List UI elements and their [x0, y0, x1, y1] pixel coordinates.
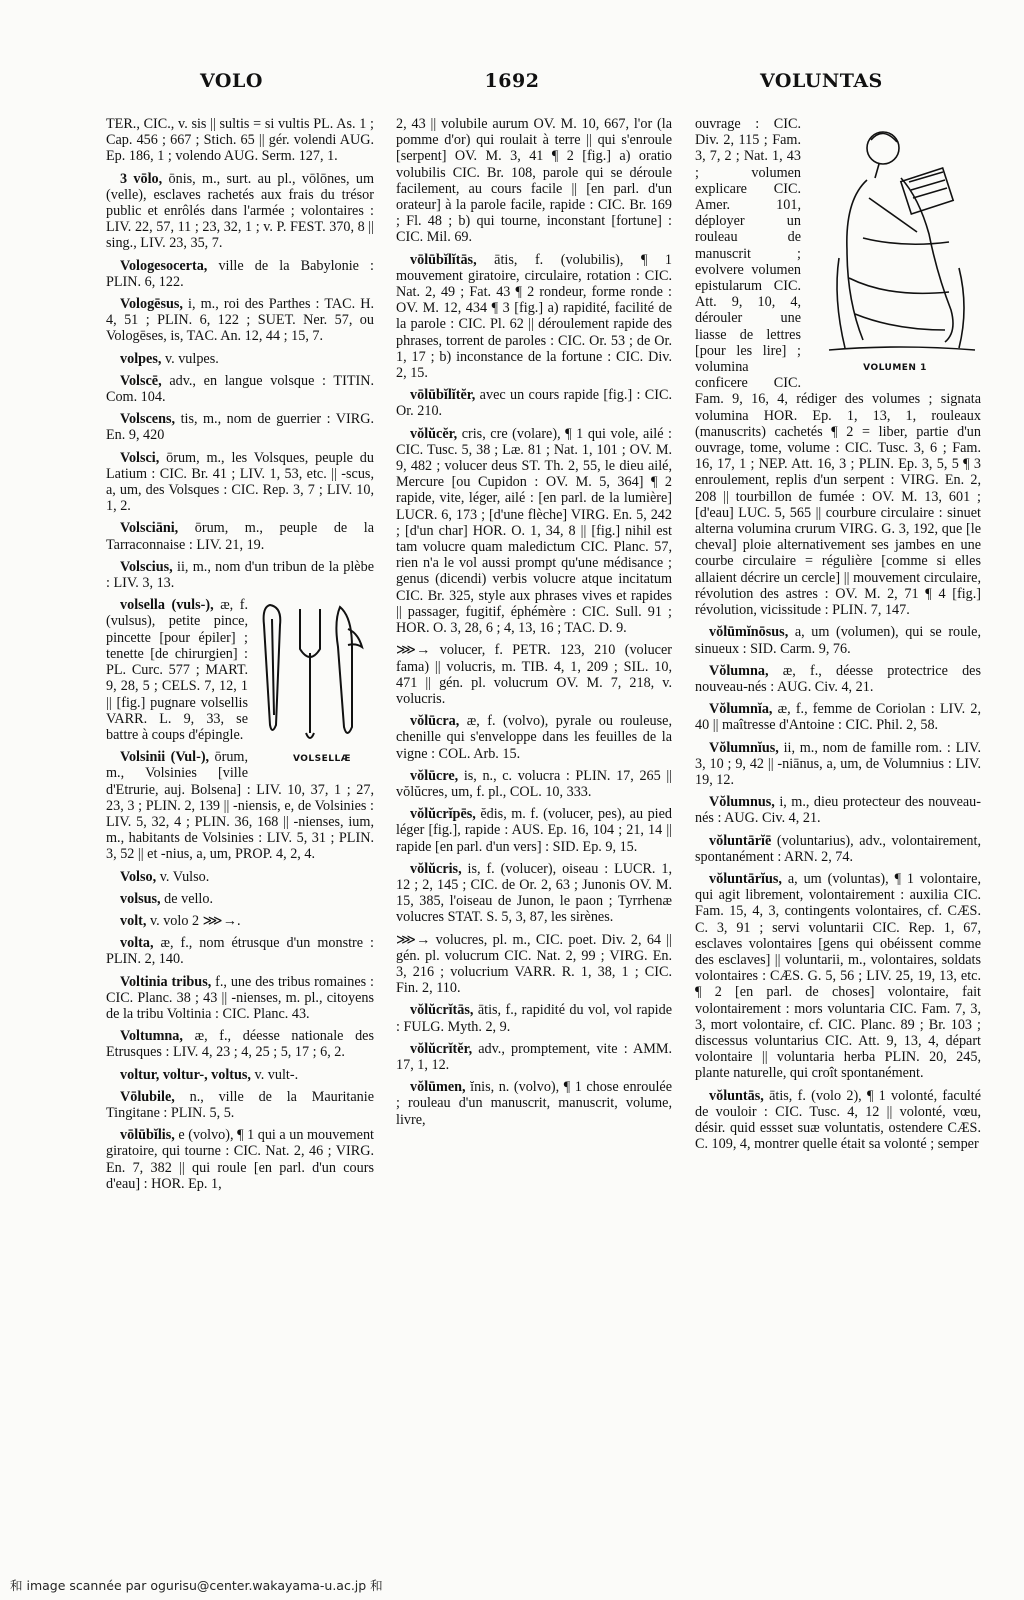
dictionary-entry: [106, 373, 374, 405]
dictionary-entry: [396, 1002, 672, 1034]
headword: vŏlūcra,: [410, 713, 460, 730]
definition-text: adv., en langue volsque : TITIN. Com. 104.: [106, 372, 374, 406]
definition-text: ōrum, m., Volsinies [ville d'Etrurie, auj. Bolsena] : LIV. 10, 37, 1 ; 27, 23, 3 ; PLIN. 2, 139 || -niensis, e, de Volsinies : LIV. 5, 32, 4 ; PLIN. 36, 168 || -nienses, ium, m., habitants de Volsinies : LIV. 5, 31 ; PLIN. 3, 52 || et -nius, a, um, PROP. 4, 2, 4.: [106, 749, 374, 863]
headword: vŏlūmen,: [410, 1079, 466, 1096]
dictionary-entry: [695, 794, 981, 826]
headword: Vŏlumnĭa,: [709, 701, 773, 718]
definition-text: æ, f. (vulsus), petite pince, pincette [pour épiler] ; tenette [de chirurgien] : PL. Curc. 577 ; MART. 9, 28, 5 ; CELS. 7, 12, 1 || [fig.] pugnare volsellis VARR. L. 9, 33, se battre à coups d'épingle.: [106, 597, 249, 743]
headword: vŏlŭcrĭtās,: [410, 1002, 474, 1019]
definition-text: TER., CIC., v. sis || sultis = si vultis PL. As. 1 ; Cap. 456 ; 667 ; Stich. 65 || gér. volendi AUG. Ep. 186, 1 ; volendo AUG. Serm. 127, 1.: [106, 116, 374, 165]
headword: Vōlubile,: [120, 1088, 175, 1105]
column-1: [106, 116, 374, 1554]
dictionary-entry: [396, 1079, 672, 1128]
definition-text: e (volvo), ¶ 1 qui a un mouvement giratoire, qui tourne : CIC. Nat. 2, 46 ; VIRG. En. 7, 382 || qui roule [en parl. d'un cours d'eau] : HOR. Ep. 1,: [106, 1127, 374, 1192]
headword: vŏlūmĭnōsus,: [709, 624, 789, 641]
definition-text: de vello.: [164, 890, 214, 907]
reading-scroll-illustration: [809, 118, 981, 358]
dictionary-entry: [106, 258, 374, 290]
headword: 3 vōlo,: [120, 170, 163, 187]
dictionary-entry: [106, 1127, 374, 1192]
dictionary-entry: [695, 871, 981, 1082]
headword: Vŏlumna,: [709, 662, 769, 679]
column-3: [695, 116, 981, 1554]
definition-text: avec un cours rapide [fig.] : CIC. Or. 210.: [396, 387, 672, 420]
definition-text: tis, m., nom de guerrier : VIRG. En. 9, 420: [106, 411, 374, 444]
dictionary-entry: [106, 411, 374, 443]
definition-text: v. vulpes.: [164, 350, 219, 367]
dictionary-entry: [695, 663, 981, 695]
definition-text: i, m., roi des Parthes : TAC. H. 4, 51 ; PLIN. 6, 122 ; SUET. Ner. 57, ou Vologēses, is, TAC. An. 12, 44 ; 15, 7.: [106, 296, 374, 345]
definition-text: ii, m., nom de famille rom. : LIV. 3, 10 ; 9, 42 || -niānus, a, um, de Volumnius : LIV. 19, 12.: [695, 739, 981, 788]
definition-text: ⋙→ volucer, f. PETR. 123, 210 (volucer fama) || volucris, m. TIB. 4, 1, 209 ; SIL. 10, 471 || gén. pl. volucrum OV. M. 7, 218, v. volucris.: [396, 642, 672, 707]
headword: vŏlŭcĕr,: [410, 425, 458, 442]
definition-text: f., une des tribus romaines : CIC. Planc. 38 ; 43 || -nienses, m. pl., citoyens de la tribu Voltinia : CIC. Planc. 43.: [106, 973, 374, 1022]
dictionary-entry: [106, 1067, 374, 1083]
dictionary-entry: [396, 387, 672, 419]
column-2: [396, 116, 672, 1554]
headword: voltur, voltur-, voltus,: [120, 1066, 251, 1083]
dictionary-entry: [695, 701, 981, 733]
definition-text: v. Vulso.: [159, 868, 210, 885]
headword: vōlūbĭlis,: [120, 1127, 175, 1144]
definition-text: æ, f., nom étrusque d'un monstre : PLIN. 2, 140.: [106, 935, 374, 968]
headword: Volscē,: [120, 372, 162, 389]
dictionary-entry: [106, 869, 374, 885]
definition-text: ⋙→ volucres, pl. m., CIC. poet. Div. 2, 64 || gén. pl. volucrum CIC. Nat. 2, 99 ; VIRG. En. 3, 216 ; volucrium VARR. R. 1, 38, 1 ; CIC. Fin. 2, 110.: [396, 931, 672, 997]
scan-credit: 和 image scannée par ogurisu@center.wakayama-u.ac.jp 和: [10, 1578, 383, 1593]
headword: Volsinii (Vul-),: [120, 749, 210, 766]
definition-text: v. vult-.: [254, 1066, 299, 1083]
headword: Voltumna,: [120, 1028, 183, 1045]
definition-text: (voluntarius), adv., volontairement, spontanément : ARN. 2, 74.: [695, 832, 981, 865]
definition-text: ātis, f. (volo 2), ¶ 1 volonté, faculté de vouloir : CIC. Tusc. 4, 12 || volonté, vœu, désir. quid essset suæ voluntatis, ostendere CÆS. C. 109, 4, montrer quelle était sa volonté ; semper: [695, 1087, 981, 1153]
definition-text: ātis, f. (volubilis), ¶ 1 mouvement giratoire, circulaire, rotation : CIC. Nat. 2, 49 ; Fat. 43 ¶ 2 rondeur, forme ronde : OV. M. 12, 434 ¶ 3 [fig.] a) rapidité, facilité de la parole : CIC. Pl. 62 || déroulement rapide des phrases, torrent de paroles : CIC. Or. 53 ; de Or. 1, 17 ; b) inconstance de la fortune : CIC. Div. 2, 15.: [396, 251, 672, 382]
headword: vŏlŭcrĭpēs,: [410, 806, 476, 823]
running-head-left: VOLO: [200, 70, 263, 92]
definition-text: ĕdis, m. f. (volucer, pes), au pied léger [fig.], rapide : AUS. Ep. 16, 104 ; 21, 14 || rapide [en parl. d'un vers] : SID. Ep. 9, 15.: [396, 806, 672, 855]
headword: Vŏlumnus,: [709, 794, 775, 811]
headword: Volso,: [120, 868, 157, 885]
definition-text: ville de la Babylonie : PLIN. 6, 122.: [106, 257, 374, 290]
headword: volsus,: [120, 890, 161, 907]
page-number: 1692: [484, 70, 540, 92]
definition-text: ātis, f., rapidité du vol, vol rapide : FULG. Myth. 2, 9.: [396, 1002, 672, 1035]
headword: vŏluntārĭus,: [709, 870, 782, 887]
definition-text: ōrum, m., peuple de la Tarraconnaise : LIV. 21, 19.: [106, 520, 374, 553]
definition-text: a, um (voluntas), ¶ 1 volontaire, qui agit librement, volontairement : auxilia CIC. Fam. 15, 4, 3, contingents volontaires, cf. CÆS. C. 3, 91 ; servi voluntarii CIC. Rep. 1, 67, esclaves volontaires [gens qui obéissent comme des esclaves] || voluntarii, m., volontaires, soldats volontaires : CÆS. G. 5, 56 ; LIV. 25, 19, 13, etc. ¶ 2 [en parl. de choses] volontaire, fait volontairement : mors voluntaria CIC. Fam. 7, 3, 3, mort volontaire, cf. CIC. Planc. 89 ; Br. 103 ; discessus voluntarius CIC. Att. 9, 13, 4, départ volontaire || voluntaria herba PLIN. 20, 245, plante naturelle, qui croît spontanément.: [695, 870, 981, 1082]
volumen-figure: [809, 118, 981, 376]
dictionary-entry: [106, 559, 374, 591]
headword: Vŏlumnĭus,: [709, 739, 779, 756]
dictionary-entry: [106, 935, 374, 967]
tweezers-illustration: [256, 599, 374, 749]
headword: vŏluntās,: [709, 1087, 764, 1104]
dictionary-entry: [106, 520, 374, 552]
dictionary-entry: [106, 891, 374, 907]
volsella-caption: VOLSELLÆ: [292, 754, 352, 765]
dictionary-entry: [106, 913, 374, 929]
definition-text: adv., promptement, vite : AMM. 17, 1, 12.: [396, 1040, 672, 1073]
definition-text: is, n., c. volucra : PLIN. 17, 265 || vŏlŭcres, um, f. pl., COL. 10, 333.: [396, 767, 672, 800]
definition-text: ouvrage : CIC. Div. 2, 115 ; Fam. 3, 7, 2 ; Nat. 1, 43 ; volumen explicare CIC. Amer. 101, déployer un rouleau de manuscrit ; evolvere volumen epistularum CIC. Att. 9, 10, 4, dérouler une liasse de lettres [pour les lire] ; volumina conficere CIC. Fam. 9, 16, 4, rédiger des volumes ; signata volumina HOR. Ep. 1, 13, 1, rouleaux (manuscrits) cachetés ¶ 2 = liber, partie d'un ouvrage, tome, volume : CIC. Tusc. 3, 6 ; Fam. 16, 17, 1 ; NEP. Att. 16, 3 ; PLIN. Ep. 3, 5, 5 ¶ 3 enroulement, replis d'un serpent : VIRG. En. 2, 208 || tourbillon de fumée : OV. M. 13, 601 ; [d'eau] LUC. 5, 565 || courbure circulaire : sinuet alterna volumina crurum VIRG. G. 3, 192, que [le cheval] ploie alternativement ses jambes en une courbe circulaire = régulière [comme si elles allaient décrire un cercle] || mouvement circulaire, révolution des astres : OV. M. 2, 71 ¶ 4 [fig.] révolution, vicissitude : PLIN. 7, 147.: [695, 116, 981, 619]
dictionary-entry: [396, 713, 672, 762]
definition-text: ōnis, m., surt. au pl., vōlōnes, um (velle), esclaves rachetés aux frais du trésor public et enrôlés dans l'armée ; volontaires : LIV. 22, 57, 11 ; 23, 32, 1 ; v. P. FEST. 370, 8 || sing., LIV. 23, 35, 7.: [106, 170, 374, 252]
definition-text: æ, f. (volvo), pyrale ou rouleuse, chenille qui s'enveloppe dans les feuilles de la vigne : COL. Arb. 15.: [396, 713, 672, 762]
dictionary-entry: [695, 624, 981, 656]
definition-text: ĭnis, n. (volvo), ¶ 1 chose enroulée ; rouleau d'un manuscrit, manuscrit, volume, livre,: [396, 1079, 672, 1128]
definition-text: i, m., dieu protecteur des nouveau-nés : AUG. Civ. 4, 21.: [695, 794, 981, 827]
headword: volta,: [120, 935, 154, 952]
dictionary-entry: [396, 426, 672, 637]
dictionary-entry: [396, 116, 672, 246]
dictionary-entry: [106, 296, 374, 345]
dictionary-entry: [106, 974, 374, 1023]
headword: volsella (vuls-),: [120, 597, 214, 614]
headword: vōlūbĭlĭtĕr,: [410, 387, 476, 404]
dictionary-entry: [695, 116, 981, 618]
headword: vŏlūcre,: [410, 767, 459, 784]
definition-text: is, f. (volucer), oiseau : LUCR. 1, 12 ; 2, 145 ; CIC. de Or. 2, 63 ; Junonis OV. M. 15, 385, l'oiseau de Junon, le paon ; Tyrrhenæ volucres STAT. S. 5, 3, 87, les sirènes.: [396, 860, 672, 926]
definition-text: ōrum, m., les Volsques, peuple du Latium : CIC. Br. 41 ; LIV. 1, 53, etc. || -scus, a, um, des Volsques : CIC. Rep. 3, 7 ; LIV. 10, 1, 2.: [106, 449, 374, 515]
definition-text: a, um (volumen), qui se roule, sinueux : SID. Carm. 9, 76.: [695, 624, 981, 657]
definition-text: ii, m., nom d'un tribun de la plèbe : LIV. 3, 13.: [106, 558, 374, 592]
dictionary-entry: [695, 1088, 981, 1153]
headword: Vologesocerta,: [120, 257, 208, 274]
running-head-right: VOLUNTAS: [760, 70, 883, 92]
dictionary-entry: [396, 768, 672, 800]
headword: Volsciāni,: [120, 520, 179, 537]
dictionary-entry: [396, 642, 672, 707]
dictionary-entry: [106, 171, 374, 252]
headword: Volsci,: [120, 449, 160, 466]
headword: Vologēsus,: [120, 296, 183, 313]
definition-text: æ, f., femme de Coriolan : LIV. 2, 40 || maîtresse d'Antoine : CIC. Phil. 2, 58.: [695, 701, 981, 734]
definition-text: æ, f., déesse protectrice des nouveau-nés : AUG. Civ. 4, 21.: [695, 662, 981, 695]
dictionary-entry: [396, 806, 672, 855]
headword: vōlūbĭlĭtās,: [410, 251, 477, 268]
headword: Voltinia tribus,: [120, 973, 212, 990]
headword: volpes,: [120, 350, 162, 367]
headword: vŏlŭcris,: [410, 860, 462, 877]
headword: volt,: [120, 912, 147, 929]
definition-text: n., ville de la Mauritanie Tingitane : PLIN. 5, 5.: [106, 1088, 374, 1121]
headword: vŏlŭcrĭtĕr,: [410, 1040, 473, 1057]
headword: Volscius,: [120, 558, 173, 575]
headword: Volscens,: [120, 411, 176, 428]
definition-text: cris, cre (volare), ¶ 1 qui vole, ailé : CIC. Tusc. 5, 38 ; Læ. 81 ; Nat. 1, 101 ; OV. M. 9, 482 ; volucer deus ST. Th. 2, 55, le dieu ailé, Mercure [ou Cupidon : OV. M. 5, 364] ¶ 2 rapide, vite, léger, ailé : [en parl. de la lumière] LUCR. 6, 173 ; [d'une flèche] VIRG. En. 5, 242 ; [d'un char] HOR. O. 1, 34, 8 || [fig.] nihil est tam volucre quam maledictum CIC. Planc. 57, rien n'a le vol aussi prompt qu'une médisance ; genus (dicendi) verbis volucre atque incitatum CIC. Br. 325, style aux phrases vives et rapides || passager, fugitif, éphémère : CIC. Sull. 91 ; HOR. O. 3, 28, 6 ; 4, 13, 16 ; TAC. D. 9.: [396, 425, 672, 637]
dictionary-entry: [396, 1041, 672, 1073]
headword: vŏluntārĭē: [709, 832, 772, 849]
dictionary-entry: [106, 1089, 374, 1121]
volsella-figure: [256, 599, 374, 767]
dictionary-entry: [106, 351, 374, 367]
dictionary-entry: [106, 1028, 374, 1060]
definition-text: 2, 43 || volubile aurum OV. M. 10, 667, l'or (la pomme d'or) qui roulait à terre || qui s'enroule [serpent] OV. M. 3, 41 ¶ 2 [fig.] a) oratio volubilis CIC. Br. 108, parole qui se déroule facilement, au cours facile || [en parl. d'un orateur] à la parole facile, rapide : CIC. Br. 169 ; Fl. 48 ; b) qui tourne, inconstant [fortune] : CIC. Mil. 69.: [396, 116, 672, 246]
dictionary-entry: [106, 116, 374, 165]
definition-text: v. volo 2 ⋙→.: [149, 912, 241, 929]
dictionary-entry: [396, 861, 672, 926]
dictionary-entry: [695, 740, 981, 789]
dictionary-entry: [106, 450, 374, 515]
definition-text: æ, f., déesse nationale des Etrusques : LIV. 4, 23 ; 4, 25 ; 5, 17 ; 6, 2.: [106, 1028, 374, 1061]
volumen-caption: VOLUMEN 1: [863, 363, 927, 373]
dictionary-entry: [695, 833, 981, 865]
dictionary-entry: [396, 252, 672, 382]
dictionary-entry: [396, 932, 672, 997]
